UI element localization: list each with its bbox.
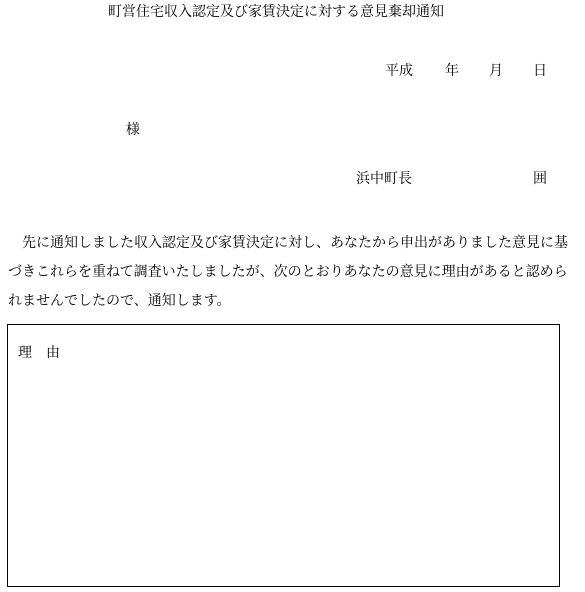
reason-label: 理 由 [18,345,60,361]
addressee-suffix: 様 [126,122,140,138]
date-era: 平成 [385,63,413,79]
notice-body: 先に通知しました収入認定及び家賃決定に対し、あなたから申出がありました意見に基づきこれらを重ねて調査いたしましたが、次のとおりあなたの意見に理由があると認められませんでしたので、通知します。 [8,235,568,309]
date-year-unit: 年 [445,63,459,79]
document-title: 町営住宅収入認定及び家賃決定に対する意見棄却通知 [108,4,444,20]
sender-name: 浜中町長 [356,171,412,187]
date-day-unit: 日 [533,63,547,79]
date-month-unit: 月 [489,63,503,79]
seal-mark: 囲 [533,171,547,187]
reason-box [7,324,560,587]
